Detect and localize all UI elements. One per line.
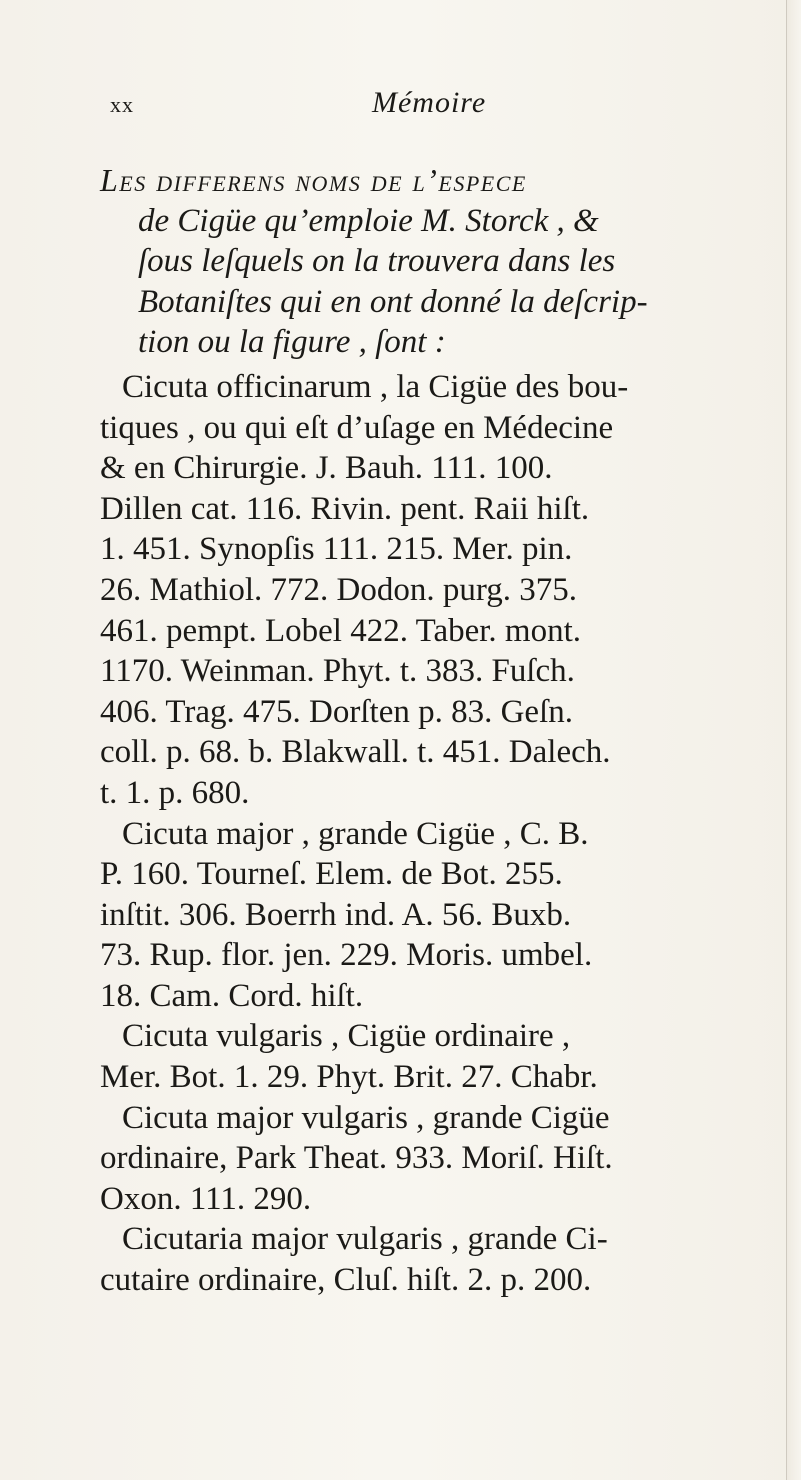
entry-line: Cicuta major , grande Cigüe , C. B. bbox=[122, 815, 589, 852]
entry-line: P. 160. Tourneſ. Elem. de Bot. 255. bbox=[100, 856, 563, 893]
heading-line: ſous leſquels on la trouvera dans les bbox=[138, 243, 616, 280]
entry-line: Cicutaria major vulgaris , grande Ci- bbox=[122, 1221, 608, 1258]
entry-line: inſtit. 306. Boerrh ind. A. 56. Buxb. bbox=[100, 896, 572, 933]
entry-line: Oxon. 111. 290. bbox=[100, 1180, 312, 1217]
body-text bbox=[100, 160, 760, 1301]
entry-line: tiques , ou qui eſt d’uſage en Médecine bbox=[100, 409, 614, 446]
heading-line: de Cigüe qu’emploie M. Storck , & bbox=[138, 202, 599, 239]
entry-line: 73. Rup. flor. jen. 229. Moris. umbel. bbox=[100, 937, 593, 974]
entry-line: ordinaire, Park Theat. 933. Moriſ. Hiſt. bbox=[100, 1140, 613, 1177]
entry-line: 1170. Weinman. Phyt. t. 383. Fuſch. bbox=[100, 653, 575, 690]
heading-line: tion ou la figure , ſont : bbox=[138, 324, 446, 361]
entry-line: Cicuta officinarum , la Cigüe des bou- bbox=[122, 368, 629, 405]
entry-cicutaria-major-vulgaris bbox=[100, 1219, 760, 1300]
heading-line: Botaniſtes qui en ont donné la deſcrip- bbox=[138, 283, 648, 320]
entry-line: 18. Cam. Cord. hiſt. bbox=[100, 977, 364, 1014]
entry-line: t. 1. p. 680. bbox=[100, 774, 250, 811]
entry-line: 1. 451. Synopſis 111. 215. Mer. pin. bbox=[100, 531, 573, 568]
entry-cicuta-vulgaris bbox=[100, 1016, 760, 1097]
entry-cicuta-major bbox=[100, 814, 760, 1017]
entry-line: Cicuta major vulgaris , grande Cigüe bbox=[122, 1099, 610, 1136]
entry-line: Dillen cat. 116. Rivin. pent. Raii hiſt. bbox=[100, 490, 590, 527]
entry-line: 461. pempt. Lobel 422. Taber. mont. bbox=[100, 612, 582, 649]
entry-line: Cicuta vulgaris , Cigüe ordinaire , bbox=[122, 1018, 571, 1055]
page-number: xx bbox=[110, 92, 134, 117]
heading-line: Les differens noms de l’espece bbox=[100, 162, 527, 198]
entry-cicuta-officinarum bbox=[100, 367, 760, 814]
running-title: Mémoire bbox=[372, 86, 487, 119]
entry-line: 406. Trag. 475. Dorſten p. 83. Geſn. bbox=[100, 693, 573, 730]
entry-line: 26. Mathiol. 772. Dodon. purg. 375. bbox=[100, 571, 577, 608]
entry-line: & en Chirurgie. J. Bauh. 111. 100. bbox=[100, 450, 553, 487]
section-heading bbox=[100, 160, 760, 363]
entry-line: cutaire ordinaire, Cluſ. hiſt. 2. p. 200. bbox=[100, 1262, 592, 1299]
entry-line: coll. p. 68. b. Blakwall. t. 451. Dalech. bbox=[100, 734, 611, 771]
entry-cicuta-major-vulgaris bbox=[100, 1098, 760, 1220]
page-edge bbox=[786, 0, 801, 1480]
entry-line: Mer. Bot. 1. 29. Phyt. Brit. 27. Chabr. bbox=[100, 1059, 598, 1096]
